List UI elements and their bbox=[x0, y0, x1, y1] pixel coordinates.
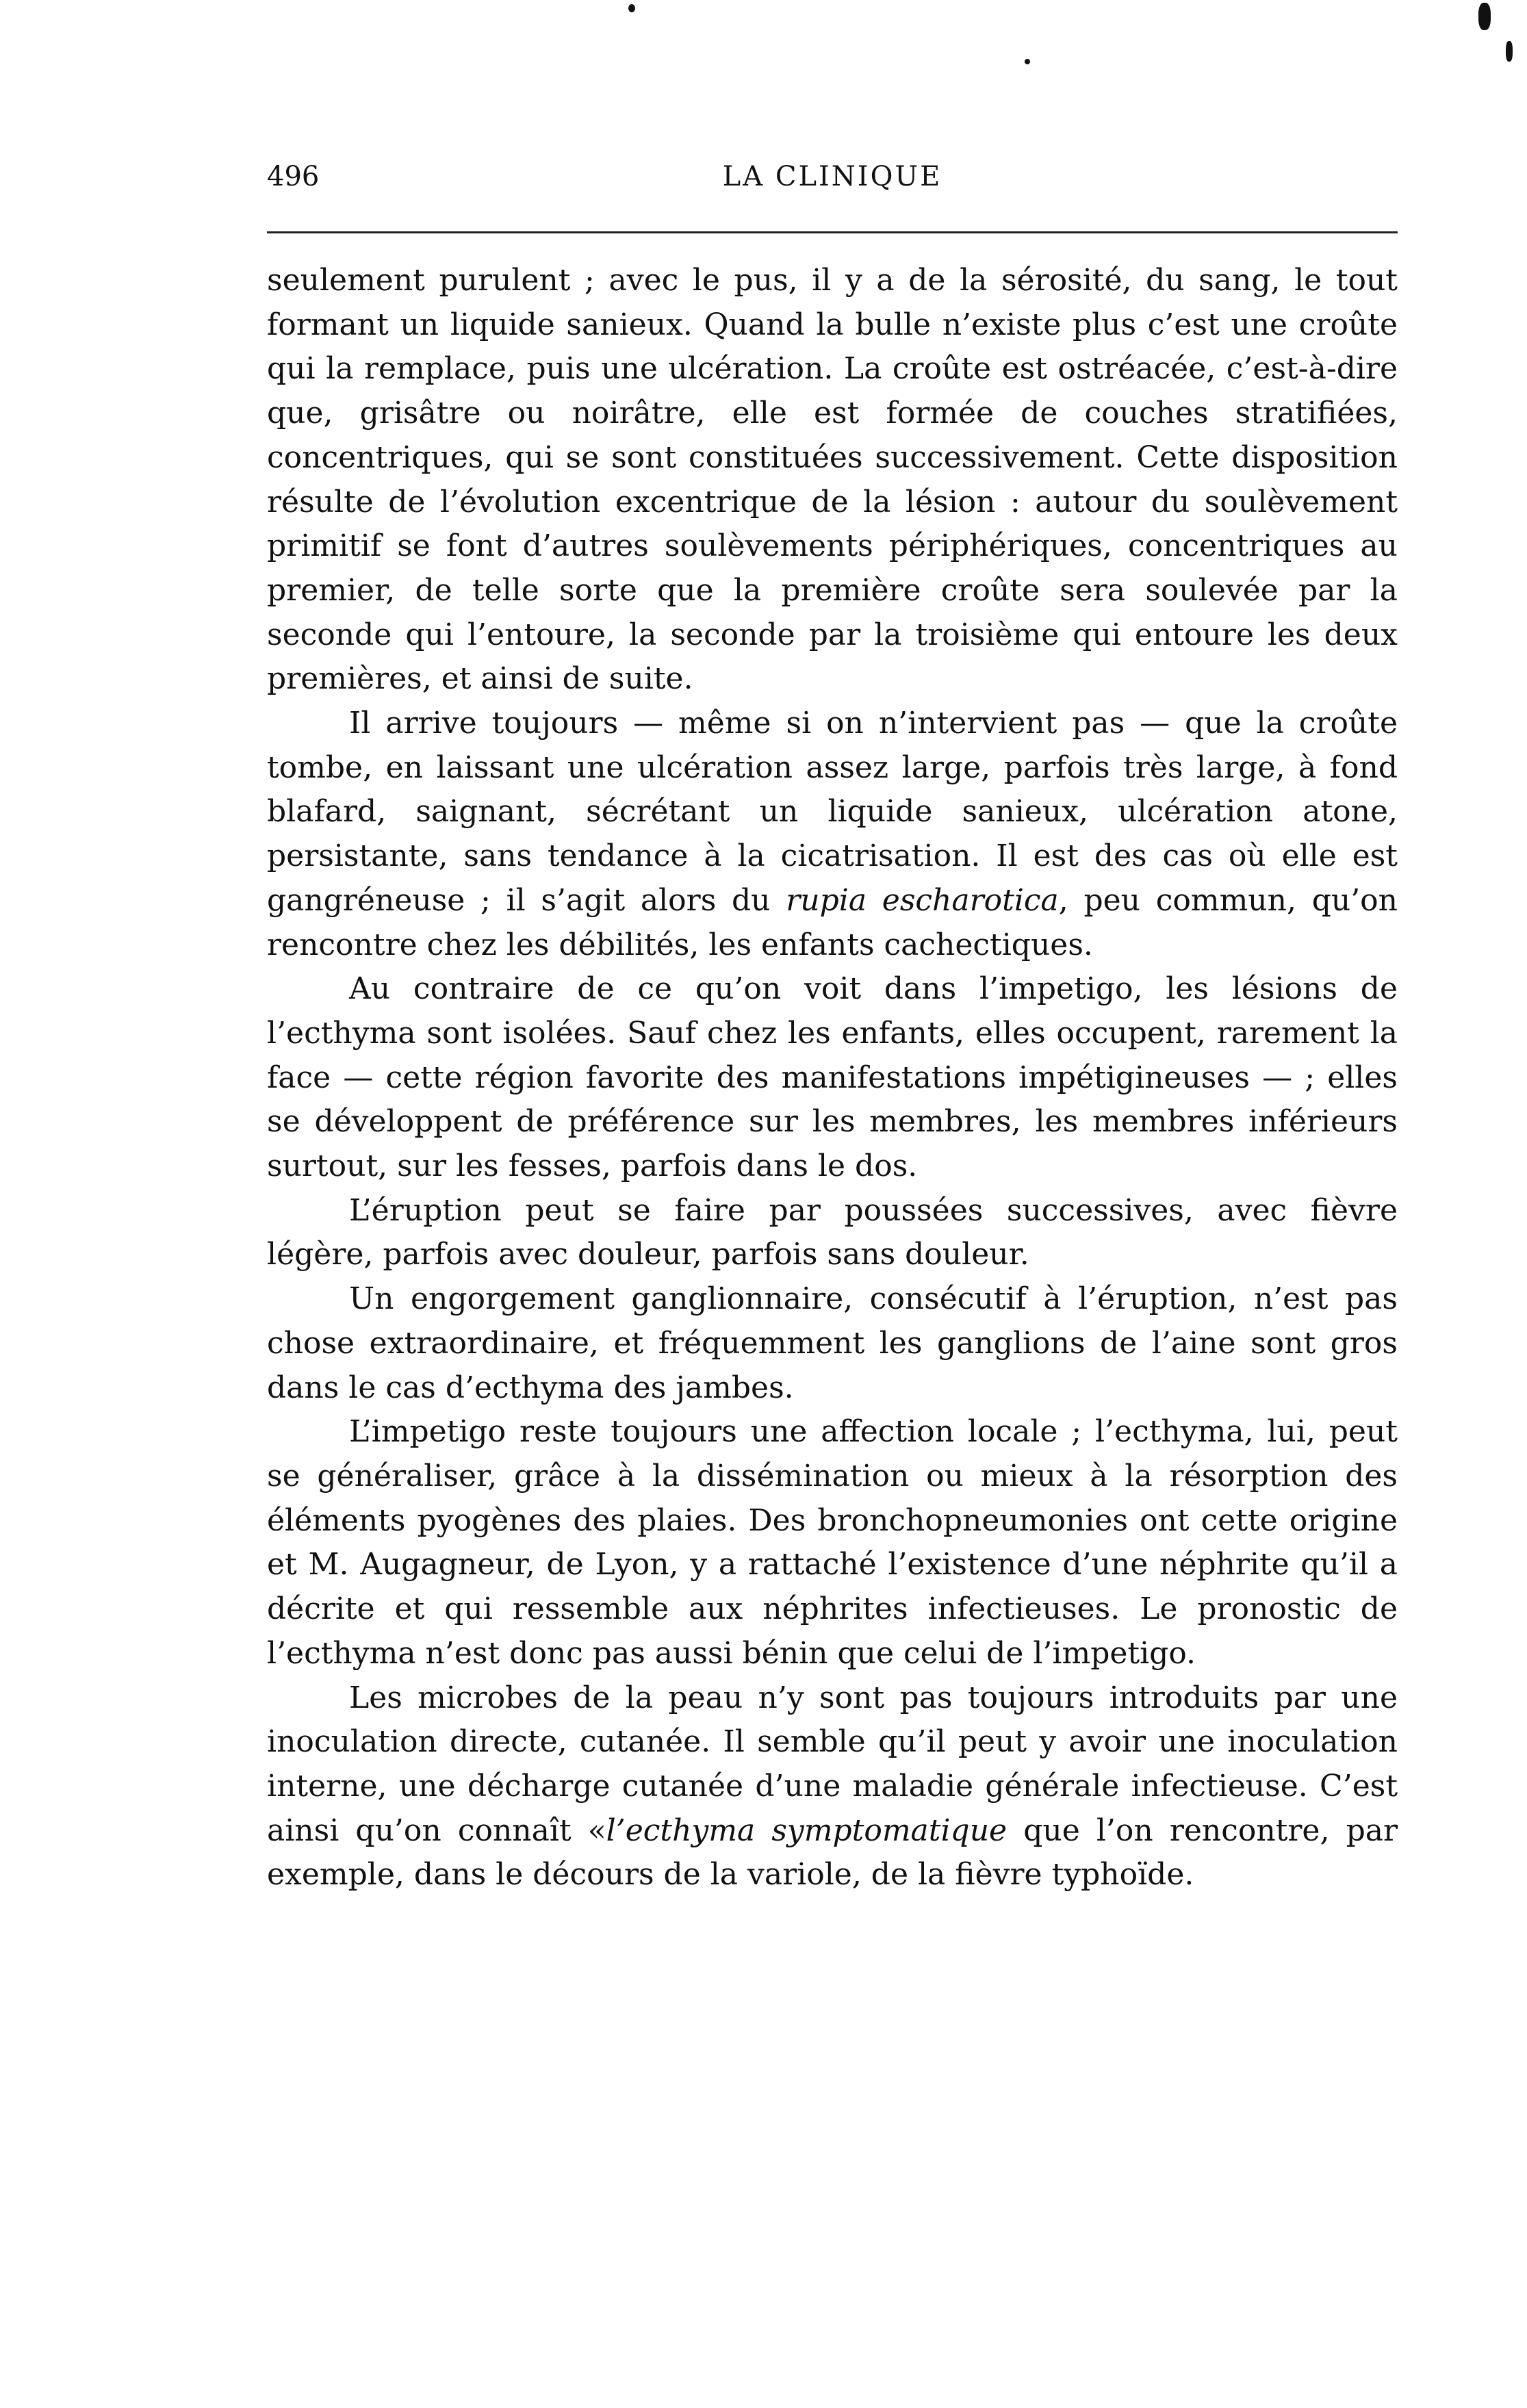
paragraph-7-italic-term: l’ecthyma symptomatique bbox=[606, 1813, 1008, 1848]
paragraph-6-text: L’impetigo reste toujours une affection locale ; l’ecthyma, lui, peut se généraliser, grâce à la dissémination ou mieux à la résorption des éléments pyogènes des plaies. Des bronchopneumonies ont cette origine et M. Augagneur, de Lyon, y a rattaché l’existence d’une néphrite qu’il a décrite et qui ressemble aux néphrites infectieuses. Le pronostic de l’ecthyma n’est donc pas aussi bénin que celui de l’impetigo. bbox=[267, 1414, 1398, 1671]
ink-speck bbox=[1025, 59, 1030, 64]
paragraph-2 bbox=[267, 702, 1398, 967]
ink-speck bbox=[1506, 41, 1513, 62]
paragraph-7 bbox=[267, 1676, 1398, 1898]
paragraph-2-text-after: , peu commun, qu’on rencontre chez les débilités, les enfants cachectiques. bbox=[267, 882, 1398, 962]
paragraph-4 bbox=[267, 1189, 1398, 1277]
ink-speck bbox=[1478, 3, 1491, 30]
paragraph-3 bbox=[267, 967, 1398, 1189]
ink-speck bbox=[628, 4, 635, 12]
paragraph-6 bbox=[267, 1410, 1398, 1676]
paragraph-5-text: Un engorgement ganglionnaire, consécutif à l’éruption, n’est pas chose extraordinaire, et fréquemment les ganglions de l’aine sont gros dans le cas d’ecthyma des jambes. bbox=[267, 1281, 1398, 1405]
paragraph-7-text-after: que l’on rencontre, par exemple, dans le décours de la variole, de la fièvre typhoïde. bbox=[267, 1813, 1398, 1893]
body-text bbox=[267, 259, 1398, 1897]
paragraph-2-italic-term: rupia escharotica bbox=[786, 882, 1059, 918]
page-header bbox=[267, 156, 1398, 197]
running-title: LA CLINIQUE bbox=[722, 161, 942, 192]
paragraph-4-text: L’éruption peut se faire par poussées successives, avec fièvre légère, parfois avec douleur, parfois sans douleur. bbox=[267, 1192, 1398, 1272]
paragraph-7-text-before: Les microbes de la peau n’y sont pas toujours introduits par une inoculation directe, cutanée. Il semble qu’il peut y avoir une inoculation interne, une décharge cutanée d’une maladie générale infectieuse. C’est ainsi qu’on connaît « bbox=[267, 1680, 1398, 1848]
paragraph-1 bbox=[267, 259, 1398, 702]
paragraph-1-text: seulement purulent ; avec le pus, il y a de la sérosité, du sang, le tout formant un liquide sanieux. Quand la bulle n’existe plus c’est une croûte qui la remplace, puis une ulcération. La croûte est ostréacée, c’est-à-dire que, grisâtre ou noirâtre, elle est formée de couches stratifiées, concentriques, qui se sont constituées successivement. Cette disposition résulte de l’évolution excentrique de la lésion : autour du soulèvement primitif se font d’autres soulèvements périphériques, concentriques au premier, de telle sorte que la première croûte sera soulevée par la seconde qui l’entoure, la seconde par la troisième qui entoure les deux premières, et ainsi de suite. bbox=[267, 263, 1398, 697]
page-number: 496 bbox=[267, 161, 320, 192]
paragraph-5 bbox=[267, 1277, 1398, 1410]
header-rule bbox=[267, 231, 1398, 233]
paragraph-2-text-before: Il arrive toujours — même si on n’intervient pas — que la croûte tombe, en laissant une ulcération assez large, parfois très large, à fond blafard, saignant, sécrétant un liquide sanieux, ulcération atone, persistante, sans tendance à la cicatrisation. Il est des cas où elle est gangréneuse ; il s’agit alors du bbox=[267, 706, 1398, 918]
paragraph-3-text: Au contraire de ce qu’on voit dans l’impetigo, les lésions de l’ecthyma sont isolées. Sauf chez les enfants, elles occupent, rarement la face — cette région favorite des manifestations impétigineuses — ; elles se développent de préférence sur les membres, les membres inférieurs surtout, sur les fesses, parfois dans le dos. bbox=[267, 971, 1398, 1184]
